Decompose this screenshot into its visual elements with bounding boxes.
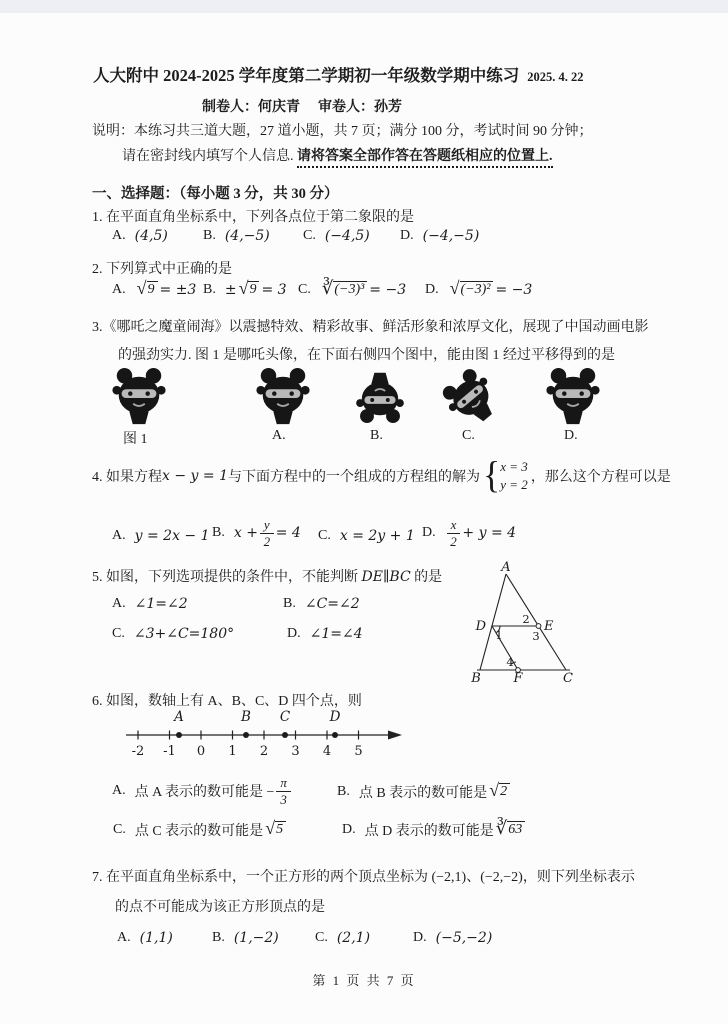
q7-option-a: A. (1,1)	[117, 930, 173, 946]
nezha-option-d-image	[544, 366, 602, 428]
q5-triangle-figure	[466, 560, 584, 684]
note2-normal: 请在密封线内填写个人信息.	[122, 149, 297, 164]
paper-maker: 制卷人：何庆青	[202, 100, 300, 115]
exam-title: 人大附中 2024-2025 学年度第二学期初一年级数学期中练习	[93, 66, 520, 85]
angle-4-label: 4	[506, 655, 514, 669]
q3-option-b-label: B.	[370, 428, 383, 443]
q1-option-d: D. (−4,−5)	[400, 228, 480, 244]
q5-option-d: D. ∠1=∠4	[287, 626, 363, 642]
q3-option-d-label: D.	[564, 428, 578, 443]
exam-date: 2025. 4. 22	[527, 70, 584, 84]
q6-option-a: A. 点 A 表示的数可能是 − $\frac{\pi}{3}$	[112, 776, 293, 806]
nezha-option-a-image	[254, 366, 312, 428]
instructions-line2	[122, 145, 553, 165]
question-7-stem-line1: 7. 在平面直角坐标系中，一个正方形的两个顶点坐标为 (−2,1)、(−2,−2)，则下列坐标表示	[92, 870, 635, 885]
tick-label: 1	[228, 744, 237, 759]
tick-label: -1	[163, 744, 176, 759]
q6-option-c: C. 点 C 表示的数可能是 √ 5	[113, 820, 288, 840]
number-line-arrow	[388, 731, 402, 740]
vertex-b-label: B	[471, 671, 481, 684]
vertex-a-label: A	[501, 560, 511, 575]
cube-root-expression: ∛ (−3)³	[322, 281, 367, 299]
note-label: 说明：	[92, 124, 134, 139]
q6-number-line	[118, 704, 418, 766]
paper-reviewer: 审卷人：孙芳	[318, 100, 402, 115]
nezha-option-b-image	[354, 368, 406, 426]
page-number: 第 1 页 共 7 页	[312, 973, 416, 988]
instructions-line1	[92, 120, 593, 140]
nezha-figure1-image	[110, 366, 168, 428]
point-b-label: B	[241, 709, 251, 725]
figure1-label: 图 1	[123, 432, 148, 447]
tick-label: 0	[196, 744, 206, 759]
q4-option-b: B. x + $\frac{y}{2}$ = 4	[212, 517, 301, 549]
q1-option-b: B. (4,−5)	[203, 228, 270, 244]
q6-option-b: B. 点 B 表示的数可能是 √ 2	[337, 782, 512, 802]
angle-1-label: 1	[495, 628, 503, 642]
question-1-stem: 1. 在平面直角坐标系中，下列各点位于第二象限的是	[92, 210, 414, 225]
point-c-label: C	[279, 709, 291, 725]
question-5-stem: 5. 如图，下列选项提供的条件中，不能判断 DE∥BC 的是	[92, 569, 443, 585]
question-6-stem: 6. 如图，数轴上有 A、B、C、D 四个点，则	[92, 694, 362, 709]
q7-option-c: C. (2,1)	[315, 930, 371, 946]
sqrt-expression: √ 9	[137, 281, 158, 299]
tick-label: 5	[354, 744, 363, 759]
vertex-d-label: D	[475, 619, 486, 634]
sqrt-expression: √ 5	[265, 821, 286, 839]
question-3-stem-line2: 的强劲实力. 图 1 是哪吒头像，在下面右侧四个图中，能由图 1 经过平移得到的是	[118, 348, 615, 363]
tick-label: -2	[131, 744, 145, 759]
question-7-stem-line2: 的点不可能成为该正方形顶点的是	[115, 900, 325, 915]
note-text: 本练习共三道大题，27 道小题，共 7 页；满分 100 分，考试时间 90 分钟；	[134, 124, 593, 139]
vertex-c-label: C	[563, 671, 573, 684]
point-a-label: A	[174, 709, 184, 725]
q3-option-a-label: A.	[272, 428, 286, 443]
q7-option-d: D. (−5,−2)	[413, 930, 493, 946]
tick-label: 2	[259, 744, 269, 759]
scan-edge-band	[0, 0, 728, 13]
q2-option-d: D. √ (−3)² = −3	[425, 278, 533, 298]
tick-label: 3	[291, 744, 300, 759]
q5-option-c: C. ∠3+∠C=180°	[112, 626, 235, 642]
angle-3-label: 3	[532, 629, 540, 643]
cube-root-expression: ∛ 63	[496, 821, 525, 839]
q5-option-a: A. ∠1=∠2	[112, 596, 188, 612]
q1-option-c: C. (−4,5)	[303, 228, 370, 244]
q2-option-a: A. √ 9 = ±3	[112, 278, 197, 298]
fraction: $\frac{y}{2}$	[260, 518, 274, 548]
tick-label: 4	[322, 744, 332, 759]
point-d-label: D	[329, 709, 341, 725]
question-4-stem: 4. 如果方程 x − y = 1 与下面方程中的一个组成的方程组的解为 { x = 3 y = 2 ，那么这个方程可以是	[92, 454, 671, 497]
sqrt-expression: √ 2	[489, 783, 510, 801]
vertex-f-label: F	[513, 671, 523, 684]
q4-option-c: C. x = 2y + 1	[318, 528, 415, 544]
q3-option-c-label: C.	[462, 428, 475, 443]
q2-option-c: C. ∛ (−3)³ = −3	[298, 278, 407, 298]
angle-2-label: 2	[522, 612, 530, 626]
sqrt-expression: √ 9	[239, 281, 260, 299]
equation-system: { x = 3 y = 2	[482, 454, 528, 497]
vertex-e-label: E	[544, 619, 554, 634]
nezha-option-c-image	[433, 360, 510, 438]
q2-option-b: B. ± √ 9 = 3	[203, 278, 287, 298]
section-one-heading: 一、选择题：（每小题 3 分，共 30 分）	[92, 186, 339, 202]
q1-option-a: A. (4,5)	[112, 228, 168, 244]
note2-emphasis: 请将答案全部作答在答题纸相应的位置上.	[297, 149, 553, 168]
question-3-stem-line1: 3.《哪吒之魔童闹海》以震撼特效、精彩故事、鲜活形象和浓厚文化，展现了中国动画电影	[92, 320, 649, 335]
q7-option-b: B. (1,−2)	[212, 930, 279, 946]
q5-option-b: B. ∠C=∠2	[283, 596, 360, 612]
system-brace: {	[482, 454, 501, 497]
page-title	[93, 62, 584, 86]
q4-option-d: D. $\frac{x}{2}$ + y = 4	[422, 517, 517, 549]
question-2-stem: 2. 下列算式中正确的是	[92, 262, 232, 277]
fraction: $\frac{x}{2}$	[447, 518, 461, 548]
q4-option-a: A. y = 2x − 1	[112, 528, 210, 544]
sqrt-expression: √ (−3)²	[450, 281, 494, 299]
q6-option-d: D. 点 D 表示的数可能是 ∛ 63	[342, 820, 527, 840]
fraction: $\frac{\pi}{3}$	[276, 776, 291, 806]
